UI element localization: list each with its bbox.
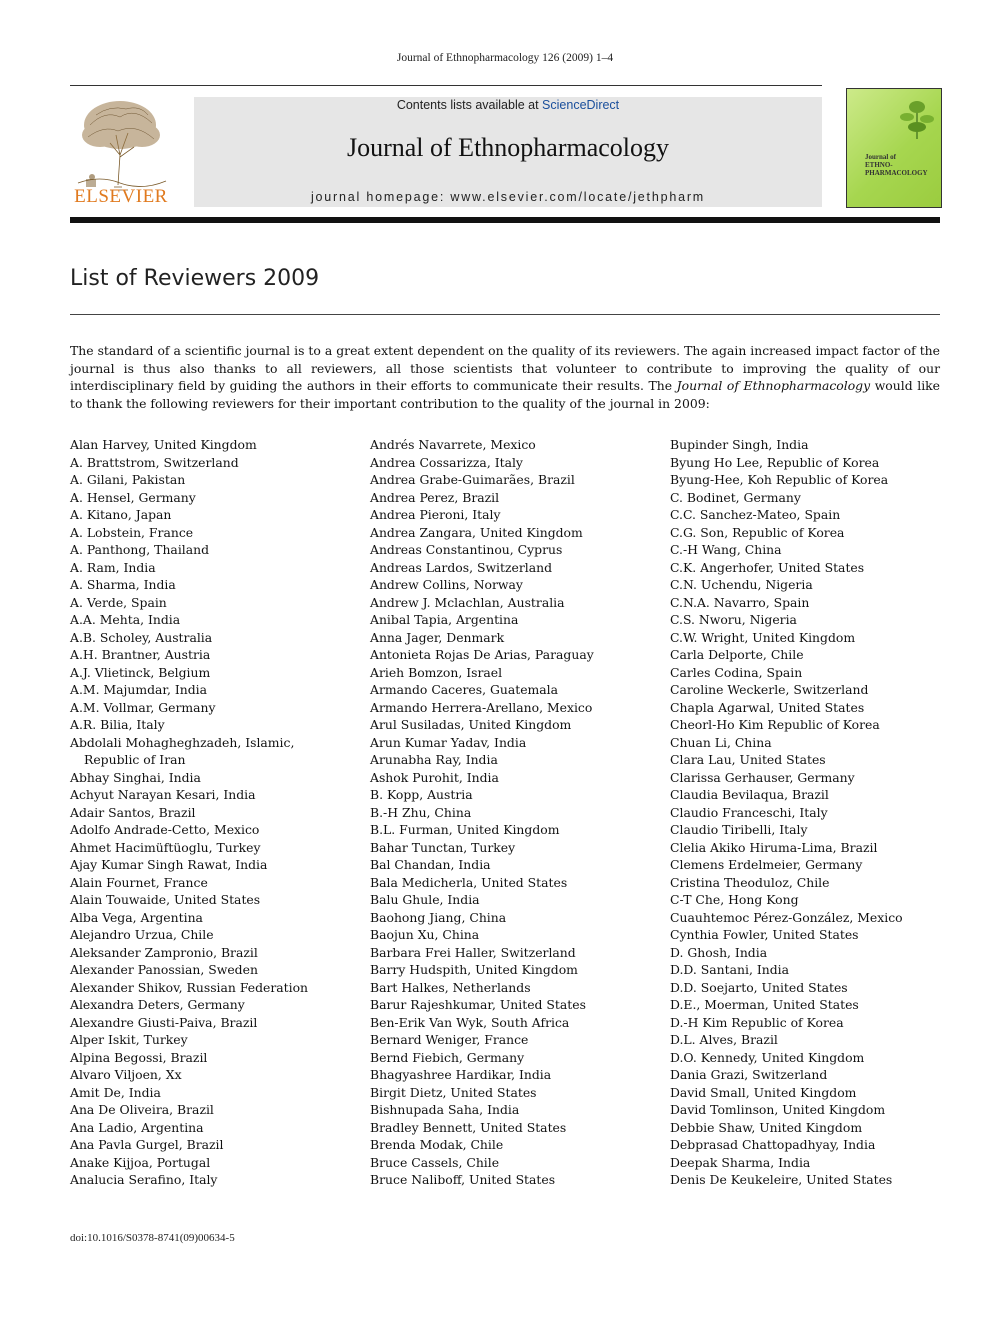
cover-plant-icon bbox=[897, 95, 937, 141]
reviewer-entry: Alvaro Viljoen, Xx bbox=[70, 1067, 182, 1082]
reviewer-entry: Barur Rajeshkumar, United States bbox=[370, 997, 586, 1012]
masthead-thick-rule bbox=[70, 217, 940, 223]
reviewer-entry: A. Ram, India bbox=[70, 559, 156, 575]
reviewer-entry: Clara Lau, United States bbox=[670, 752, 826, 767]
journal-cover-thumbnail bbox=[846, 88, 942, 208]
reviewer-entry: Bupinder Singh, India bbox=[670, 437, 809, 452]
reviewer-entry: Anna Jager, Denmark bbox=[370, 629, 505, 645]
reviewer-entry: A.B. Scholey, Australia bbox=[70, 629, 213, 645]
reviewer-entry: Alexandre Giusti-Paiva, Brazil bbox=[70, 1014, 258, 1030]
reviewer-entry: Cuauhtemoc Pérez-González, Mexico bbox=[670, 909, 903, 925]
reviewer-entry: Andrea Grabe-Guimarães, Brazil bbox=[370, 472, 575, 487]
reviewer-entry: C.-H Wang, China bbox=[670, 542, 782, 557]
reviewer-entry: Andrea Pieroni, Italy bbox=[370, 507, 501, 522]
reviewer-entry: A.A. Mehta, India bbox=[70, 612, 181, 627]
reviewer-entry: A.J. Vlietinck, Belgium bbox=[70, 664, 211, 680]
reviewer-entry: Debprasad Chattopadhyay, India bbox=[670, 1137, 876, 1152]
reviewer-entry: Birgit Dietz, United States bbox=[370, 1084, 537, 1100]
reviewer-entry: Aleksander Zampronio, Brazil bbox=[70, 944, 258, 960]
reviewer-entry: Bahar Tunctan, Turkey bbox=[370, 839, 516, 855]
title-rule bbox=[70, 314, 940, 315]
reviewer-entry: Byung Ho Lee, Republic of Korea bbox=[670, 454, 880, 470]
reviewer-entry: Adolfo Andrade-Cetto, Mexico bbox=[70, 822, 260, 837]
reviewer-entry: Andrew J. Mclachlan, Australia bbox=[370, 594, 565, 610]
reviewer-entry: C-T Che, Hong Kong bbox=[670, 892, 799, 907]
reviewer-entry: Armando Caceres, Guatemala bbox=[370, 682, 559, 697]
reviewer-entry: Andrés Navarrete, Mexico bbox=[370, 437, 536, 452]
reviewer-entry: Claudia Bevilaqua, Brazil bbox=[670, 787, 829, 802]
reviewer-entry: Debbie Shaw, United Kingdom bbox=[670, 1119, 863, 1135]
reviewer-entry: Alejandro Urzua, Chile bbox=[70, 927, 214, 942]
reviewer-entry: C.N.A. Navarro, Spain bbox=[670, 594, 810, 610]
contents-prefix: Contents lists available at bbox=[396, 98, 543, 112]
contents-line bbox=[194, 98, 822, 112]
reviewer-entry: Deepak Sharma, India bbox=[670, 1154, 811, 1170]
reviewer-entry: Cheorl-Ho Kim Republic of Korea bbox=[670, 717, 880, 732]
reviewer-entry: C. Bodinet, Germany bbox=[670, 489, 801, 505]
reviewer-entry: Ahmet Hacimüftüoglu, Turkey bbox=[70, 839, 261, 855]
reviewer-entry: D. Ghosh, India bbox=[670, 944, 768, 960]
reviewer-entry: Denis De Keukeleire, United States bbox=[670, 1172, 893, 1187]
reviewer-entry: David Small, United Kingdom bbox=[670, 1084, 857, 1100]
reviewer-entry: Bradley Bennett, United States bbox=[370, 1119, 567, 1135]
reviewer-entry: Armando Herrera-Arellano, Mexico bbox=[370, 699, 593, 715]
reviewer-entry: A.M. Vollmar, Germany bbox=[70, 699, 216, 715]
reviewer-entry: Andrea Cossarizza, Italy bbox=[370, 454, 523, 470]
reviewer-entry: Clelia Akiko Hiruma-Lima, Brazil bbox=[670, 839, 878, 855]
reviewer-entry: Andrea Zangara, United Kingdom bbox=[370, 524, 583, 540]
reviewer-entry: Arun Kumar Yadav, India bbox=[370, 734, 527, 750]
reviewer-entry: A. Brattstrom, Switzerland bbox=[70, 454, 239, 470]
reviewer-entry: Ajay Kumar Singh Rawat, India bbox=[70, 857, 268, 872]
reviewer-entry: Caroline Weckerle, Switzerland bbox=[670, 682, 869, 697]
reviewer-entry: C.G. Son, Republic of Korea bbox=[670, 524, 845, 540]
elsevier-wordmark: ELSEVIER bbox=[74, 186, 168, 207]
reviewer-entry: A. Verde, Spain bbox=[70, 594, 167, 610]
intro-text-end: would like to thank the following reviewers for their important contribution to the quality of the journal in 2009: bbox=[70, 378, 940, 411]
reviewer-entry: D.E., Moerman, United States bbox=[670, 997, 859, 1012]
reviewer-entry: Claudio Tiribelli, Italy bbox=[670, 822, 808, 837]
journal-homepage-link[interactable]: journal homepage: www.elsevier.com/locate/jethpharm bbox=[310, 190, 706, 204]
reviewer-entry: Bishnupada Saha, India bbox=[370, 1102, 520, 1117]
reviewer-entry: Andrea Perez, Brazil bbox=[370, 489, 500, 505]
reviewer-entry: Adair Santos, Brazil bbox=[70, 804, 196, 820]
reviewer-entry: C.N. Uchendu, Nigeria bbox=[670, 577, 813, 592]
reviewer-entry: Dania Grazi, Switzerland bbox=[670, 1067, 828, 1082]
reviewer-entry: Clarissa Gerhauser, Germany bbox=[670, 769, 855, 785]
reviewer-entry: Bernd Fiebich, Germany bbox=[370, 1049, 525, 1065]
reviewer-entry: Bernard Weniger, France bbox=[370, 1032, 529, 1047]
reviewer-entry: Alpina Begossi, Brazil bbox=[70, 1049, 208, 1065]
reviewers-column-3 bbox=[670, 436, 903, 1189]
reviewer-entry: B.-H Zhu, China bbox=[370, 804, 472, 820]
running-head: Journal of Ethnopharmacology 126 (2009) 1–4 bbox=[396, 52, 614, 64]
intro-text-start: The standard of a scientific journal is to a great extent dependent on the quality of its reviewers. The again increased impact factor of the journal is thus also thanks to all reviewers, all those scientists that volunteer to contribute to improving the quality of our interdisciplinary field by guiding the authors in their efforts to communicate their results. The bbox=[70, 343, 940, 393]
reviewer-entry: B. Kopp, Austria bbox=[370, 787, 473, 802]
reviewer-entry: Baojun Xu, China bbox=[370, 927, 480, 942]
reviewer-entry: Alain Fournet, France bbox=[70, 874, 208, 890]
reviewer-entry: D.D. Santani, India bbox=[670, 962, 789, 977]
reviewer-entry: Bhagyashree Hardikar, India bbox=[370, 1067, 552, 1082]
reviewer-entry: Andrew Collins, Norway bbox=[370, 577, 523, 592]
reviewer-entry: D.O. Kennedy, United Kingdom bbox=[670, 1049, 865, 1065]
reviewer-entry: Chapla Agarwal, United States bbox=[670, 699, 865, 715]
reviewer-entry: Anake Kijjoa, Portugal bbox=[70, 1154, 211, 1170]
reviewer-entry: Bruce Cassels, Chile bbox=[370, 1154, 500, 1170]
reviewer-entry: Abhay Singhai, India bbox=[70, 769, 201, 785]
doi: doi:10.1016/S0378-8741(09)00634-5 bbox=[70, 1232, 235, 1244]
reviewer-entry: Ana De Oliveira, Brazil bbox=[70, 1102, 214, 1117]
reviewer-entry: D.D. Soejarto, United States bbox=[670, 979, 848, 995]
journal-title: Journal of Ethnopharmacology bbox=[346, 133, 670, 162]
reviewer-entry: Alexander Shikov, Russian Federation bbox=[70, 979, 309, 995]
reviewer-entry: Ana Ladio, Argentina bbox=[70, 1119, 204, 1135]
reviewer-entry: D.L. Alves, Brazil bbox=[670, 1032, 778, 1047]
reviewer-entry: Balu Ghule, India bbox=[370, 892, 480, 907]
reviewer-entry: Cristina Theoduloz, Chile bbox=[670, 874, 830, 890]
reviewer-entry: Ana Pavla Gurgel, Brazil bbox=[70, 1137, 224, 1152]
article-title: List of Reviewers 2009 bbox=[70, 266, 320, 291]
reviewer-entry: A. Hensel, Germany bbox=[70, 489, 196, 505]
reviewer-entry: B.L. Furman, United Kingdom bbox=[370, 822, 560, 837]
reviewer-entry: Byung-Hee, Koh Republic of Korea bbox=[670, 472, 889, 487]
reviewer-entry: Bart Halkes, Netherlands bbox=[370, 979, 531, 995]
cover-title: Journal of ETHNO- PHARMACOLOGY bbox=[865, 153, 928, 177]
reviewer-entry: Analucia Serafino, Italy bbox=[70, 1172, 218, 1187]
reviewer-entry: Bal Chandan, India bbox=[370, 857, 491, 872]
reviewer-entry: A. Panthong, Thailand bbox=[70, 542, 210, 557]
reviewer-entry: Brenda Modak, Chile bbox=[370, 1137, 504, 1152]
intro-paragraph bbox=[70, 342, 940, 412]
reviewer-entry: Abdolali Mohagheghzadeh, Islamic, bbox=[70, 734, 295, 750]
reviewer-entry: Alain Touwaide, United States bbox=[70, 892, 261, 907]
reviewer-entry: Ben-Erik Van Wyk, South Africa bbox=[370, 1014, 570, 1030]
reviewer-entry: Alexandra Deters, Germany bbox=[70, 997, 245, 1012]
reviewer-entry: C.C. Sanchez-Mateo, Spain bbox=[670, 507, 841, 522]
reviewer-entry: Andreas Lardos, Switzerland bbox=[370, 559, 553, 575]
intro-journal-name: Journal of Ethnopharmacology bbox=[676, 378, 871, 393]
reviewers-column-2 bbox=[370, 436, 594, 1189]
reviewer-entry: Arunabha Ray, India bbox=[370, 752, 498, 767]
reviewer-entry: Barbara Frei Haller, Switzerland bbox=[370, 944, 576, 960]
header-rule bbox=[70, 85, 822, 86]
reviewer-entry: Ashok Purohit, India bbox=[370, 769, 499, 785]
reviewer-entry: Amit De, India bbox=[70, 1084, 161, 1100]
reviewer-entry: Republic of Iran bbox=[84, 752, 186, 767]
reviewer-entry: C.S. Nworu, Nigeria bbox=[670, 612, 797, 627]
reviewer-entry: David Tomlinson, United Kingdom bbox=[670, 1102, 886, 1117]
reviewer-entry: A. Gilani, Pakistan bbox=[70, 472, 186, 487]
reviewers-column-1 bbox=[70, 436, 308, 1189]
reviewer-entry: Achyut Narayan Kesari, India bbox=[70, 787, 256, 802]
reviewer-entry: Arul Susiladas, United Kingdom bbox=[370, 717, 572, 732]
reviewer-entry: A. Kitano, Japan bbox=[70, 507, 172, 522]
reviewer-entry: Barry Hudspith, United Kingdom bbox=[370, 962, 578, 977]
reviewer-entry: Chuan Li, China bbox=[670, 734, 772, 750]
reviewer-entry: C.K. Angerhofer, United States bbox=[670, 559, 865, 575]
reviewer-entry: A.R. Bilia, Italy bbox=[70, 717, 165, 732]
reviewer-entry: Alexander Panossian, Sweden bbox=[70, 962, 258, 977]
reviewer-entry: Claudio Franceschi, Italy bbox=[670, 804, 828, 820]
reviewer-entry: D.-H Kim Republic of Korea bbox=[670, 1014, 844, 1030]
reviewer-entry: Bruce Naliboff, United States bbox=[370, 1172, 556, 1187]
reviewer-entry: A. Sharma, India bbox=[70, 577, 176, 592]
reviewer-entry: Carla Delporte, Chile bbox=[670, 647, 804, 662]
reviewer-entry: Carles Codina, Spain bbox=[670, 664, 803, 680]
reviewer-entry: Arieh Bomzon, Israel bbox=[370, 664, 503, 680]
reviewer-entry: A. Lobstein, France bbox=[70, 524, 194, 540]
reviewer-entry: Bala Medicherla, United States bbox=[370, 874, 568, 890]
reviewer-entry: Cynthia Fowler, United States bbox=[670, 927, 859, 942]
reviewer-entry: Alba Vega, Argentina bbox=[70, 909, 203, 925]
reviewer-entry: A.H. Brantner, Austria bbox=[70, 647, 211, 662]
reviewer-entry: Andreas Constantinou, Cyprus bbox=[370, 542, 563, 557]
reviewer-entry: Alper Iskit, Turkey bbox=[70, 1032, 188, 1047]
reviewer-entry: Baohong Jiang, China bbox=[370, 909, 507, 925]
reviewer-entry: Anibal Tapia, Argentina bbox=[370, 612, 519, 627]
reviewer-entry: Clemens Erdelmeier, Germany bbox=[670, 857, 863, 872]
reviewer-entry: A.M. Majumdar, India bbox=[70, 682, 208, 697]
reviewer-entry: Alan Harvey, United Kingdom bbox=[70, 437, 257, 452]
sciencedirect-link[interactable]: ScienceDirect bbox=[542, 98, 620, 112]
reviewer-entry: C.W. Wright, United Kingdom bbox=[670, 629, 856, 645]
reviewer-entry: Antonieta Rojas De Arias, Paraguay bbox=[370, 647, 594, 662]
